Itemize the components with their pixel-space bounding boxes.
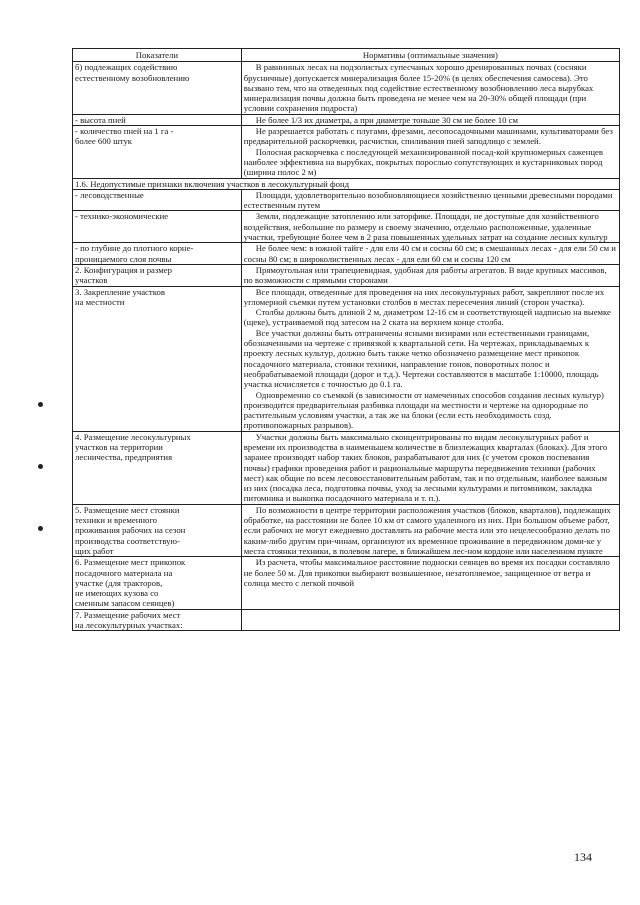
indicator-cell: [73, 264, 242, 286]
header-norms: Нормативы (оптимальные значения): [241, 49, 619, 62]
indicator-label: 4. Размещение лесокультурных участков на территории лесничества, предприятия: [75, 431, 191, 463]
norm-cell: [241, 114, 619, 125]
indicator-cell: [73, 211, 242, 243]
norm-cell: [241, 431, 619, 504]
table-body: [73, 62, 620, 631]
norm-cell: [241, 211, 619, 243]
indicator-cell: [73, 557, 242, 609]
indicator-cell: [73, 243, 242, 265]
indicator-label: б) подлежащих содействию естественному возобновлению: [75, 62, 190, 83]
table-row: [73, 264, 620, 286]
norm-paragraph: Участки должны быть максимально сконцентрированы по видам лесокультурных работ и времени их производства в наименьшем количестве в близлежащих кварталах (блоках). Для этого заранее производят набор таких блоков, разрабатывают для них (с учетом сроков поспевания почвы) графики проведения работ и рациональные маршруты передвижения техники (рабочих мест) как общие по всем лесовосстановительным работам, так и по отдельным, наиболее важным из них (посадка леса, подготовка почвы, уход за лесными культурами и питомником, закладка питомника и выкопка посадочного материала и т. п.).: [243, 431, 608, 504]
indicator-label: 7. Размещение рабочих мест на лесокультурных участках:: [75, 609, 183, 631]
norm-cell: [241, 557, 619, 609]
section-heading: 1.6. Недопустимые признаки включения участков в лесокультурный фонд: [73, 178, 620, 189]
norm-paragraph: По возможности в центре территории расположения участков (блоков, кварталов), подлежащих обработке, на расстоянии не более 10 км от самого удаленного из них. При большом объеме работ, если рабочих не могут ежедневно доставлять на рабочие места или это нецелесообразно делать по каким-либо другим при-чинам, организуют их временное проживание в передвижном доми-ке у места стоянки техники, в полевом лагере, в ближайшем лес-ном кордоне или населенном пункте: [243, 504, 611, 556]
indicator-label: 3. Закрепление участков на местности: [75, 286, 165, 307]
norm-paragraph: Из расчета, чтобы максимальное расстояние поднoски сеянцев во время их посадки составляло не более 50 м. Для прикопки выбирают возвышенное, незатопляемое, защищенное от ветра и солнца место с легкой почвой: [243, 557, 610, 588]
norm-cell: [241, 609, 619, 631]
table-row: [73, 609, 620, 631]
indicator-label: - по глубине до плотного корне- проницаемого слоя почвы: [75, 243, 194, 264]
table-row: [73, 114, 620, 125]
norm-paragraph: Одновременно со съемкой (в зависимости от намеченных способов создания лесных культур) производится предварительная разбивка площади на местности и чертеже на однородные по растительным условиям участки, а так же на блоки (если есть необходимость созд. противопожарных разрывов).: [243, 389, 604, 431]
norm-paragraph: Столбы должны быть длиной 2 м, диаметром 12-16 см и соответствующей надписью на выемке (щеке), устраиваемой под затесом на 2 ската на верхнем конце столба.: [243, 307, 611, 328]
norm-paragraph: Прямоугольная или трапециевидная, удобная для работы агрегатов. В виде крупных массивов, по возможности с прямыми сторонами: [243, 264, 607, 286]
indicator-cell: [73, 126, 242, 178]
norms-table: [72, 48, 620, 631]
indicator-cell: [73, 504, 242, 556]
norm-cell: [241, 504, 619, 556]
punch-hole-mark: [38, 402, 43, 407]
indicator-label: - количество пней на 1 га - более 600 штук: [75, 126, 174, 147]
norm-paragraph: Все участки должны быть отграничены ясными визирами или естественными границами, обозначенными на чертеже с привязкой к квартальной сети. На чертежах, прикладываемых к проекту лесных культур, должно быть также четко обозначено размещение мест прикопок посадочного материала, стоянки техники, направление гонов, поворотных полос и необрабатываемой площади (дорог и т.д.). Чертежи составляются в масштабе 1:10000, площадь участка исчисляется с точностью до 0.1 га.: [243, 327, 599, 390]
indicator-label: 6. Размещение мест прикопок посадочного материала на участке (для тракторов, не имеющих кузова со сменным запасом сеянцев): [75, 557, 186, 609]
norm-cell: [241, 243, 619, 265]
norm-cell: [241, 264, 619, 286]
norm-paragraph: Земли, подлежащие затоплению или заторфике. Площади, не доступные для хозяйственного воздействия, небольшие по размеру и своему значению, отдельно расположенные, удаленные участки, требующие более чем в 2 раза повышенных удельных затрат на создание лесных культур: [243, 211, 608, 243]
punch-hole-mark: [38, 464, 43, 469]
norm-paragraph: Полосная раскорчевка с последующей механизированной посад-кой крупномерных саженцев наиболее эффективна на вырубках, покрытых порослью сопутствующих и кустарниковых пород (ширина полос 2 м): [243, 146, 604, 178]
norm-paragraph: Не разрешается работать с плугами, фрезами, лесопосадочными машинами, культиваторами без предварительной раскорчевки, расчистки, спиливания пней заподлицо с землей.: [243, 126, 613, 147]
norm-paragraph: Все площади, отведенные для проведения на них лесокультурных работ, закрепляют после их угломерной съемки путем установки столбов в местах пересечения линий (сторон участка).: [243, 286, 605, 307]
indicator-label: - лесоводственные: [75, 189, 144, 200]
header-indicators: Показатели: [73, 49, 242, 62]
table-header-row: [73, 49, 620, 62]
norm-cell: [241, 62, 619, 114]
table-row: [73, 178, 620, 189]
table-row: [73, 286, 620, 431]
norm-paragraph: В равнинных лесах на подзолистых супесчаных хорошо дренированных почвах (сосняки брусничные) допускается минерализация более 15-20% (в целях обеспечения самосева). Это вызвано тем, что на отведенных под содействие естественному возобновлению леса вырубках минерализация почвы должна быть проведена не менее чем на 20-30% общей площади (при условии сохранения подроста): [243, 62, 594, 114]
table-row: [73, 211, 620, 243]
indicator-label: - высота пней: [75, 114, 126, 125]
indicator-cell: [73, 431, 242, 504]
norm-cell: [241, 286, 619, 431]
table-row: [73, 504, 620, 556]
norm-cell: [241, 126, 619, 178]
table-row: [73, 557, 620, 609]
table-row: [73, 431, 620, 504]
norm-paragraph: Не более 1/3 их диаметра, а при диаметре тоньше 30 см не более 10 см: [255, 114, 518, 125]
table-row: [73, 62, 620, 114]
norm-paragraph: Не более чем: в южной тайге - для ели 40 см и сосны 60 см; в смешанных лесах - для ели 50 см и сосны 80 см; в широколиственных лесах - для ели 60 см и сосны 120 см: [243, 243, 616, 264]
indicator-label: 2. Конфигурация и размер участков: [75, 264, 172, 286]
table-row: [73, 126, 620, 178]
punch-hole-mark: [38, 526, 43, 531]
indicator-cell: [73, 189, 242, 211]
table-row: [73, 189, 620, 211]
indicator-cell: [73, 114, 242, 125]
page-number: 134: [574, 850, 592, 864]
indicator-cell: [73, 62, 242, 114]
indicator-label: - технико-экономические: [75, 211, 169, 222]
norm-paragraph: Площади, удовлетворительно возобновляющиеся хозяйственно ценными древесными породами естественным путем: [243, 189, 613, 211]
indicator-cell: [73, 286, 242, 431]
indicator-label: 5. Размещение мест стоянки техники и временного проживания рабочих на сезон производства соответствую- щих работ: [75, 504, 186, 556]
norm-cell: [241, 189, 619, 211]
indicator-cell: [73, 609, 242, 631]
table-row: [73, 243, 620, 265]
